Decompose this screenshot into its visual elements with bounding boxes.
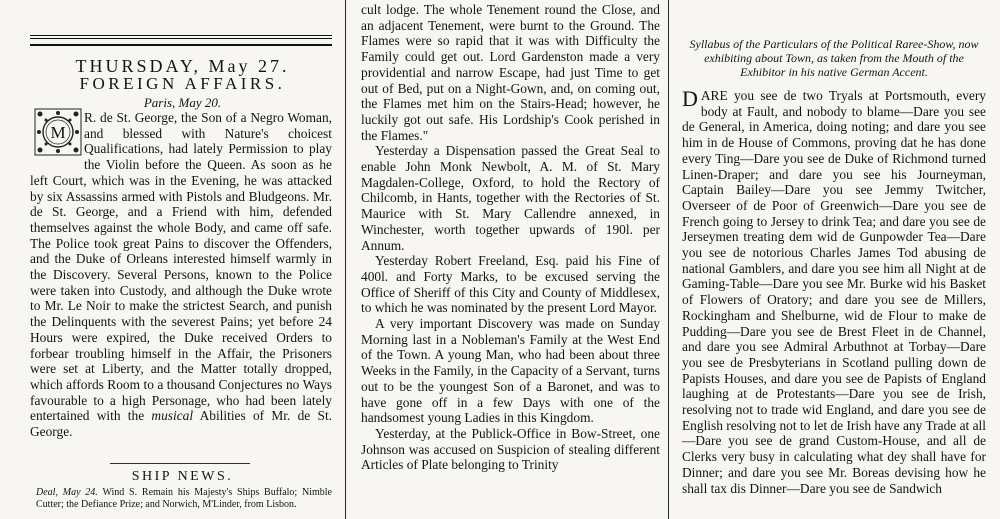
place-date: Paris, May 20. [143, 95, 222, 110]
ship-news-lead: Deal, May 24. [36, 487, 98, 498]
article-bow-street: Yesterday, at the Publick-Office in Bow-Street, one Johnson was accused on Suspicion of stealing different Articles of Plate belonging to Trinity [361, 425, 660, 473]
ship-news-body: Wind S. Remain his Majesty's Ships Buffalo; Nimble Cutter; the Defiance Prize; and Norwich, M'Linder, from Lisbon. [36, 487, 332, 510]
article-sheriff-fine: Yesterday Robert Freeland, Esq. paid his Fine of 400l. and Forty Marks, to be excused serving the Office of Sheriff of this City and County of Middlesex, to which he was nominated by the present Lord Mayor. [361, 253, 660, 316]
column-2 [357, 0, 660, 519]
article-paris-text: R. de St. George, the Son of a Negro Woman, and blessed with Nature's choicest Qualifications, had lately Permission to play the Violin before the Queen. As soon as he left Court, which was in the Evening, he was attacked by six Assassins armed with Pistols and Bludgeons. Mr. de St. George, and a Friend with him, defended themselves against the whole Body, and came off safe. The Police took great Pains to discover the Offenders, and the Duke of Orleans interested himself warmly in the Discovery. Several Persons, known to the Police were taken into Custody, and although the Duke wrote to Mr. Le Noir to make the strictest Search, and punish the Delinquents with the severest Pains; yet before 24 Hours were expired, the Duke received Orders to forbear troubling himself in the Affair, the Prisoners were set at Liberty, and the Matter totally dropped, which affords Room to a thousand Conjectures no Ways favourable to a high Personage, who had been lately entertained with the [30, 110, 332, 424]
dateline: THURSDAY, May 27. [75, 56, 290, 76]
article-dispensation: Yesterday a Dispensation passed the Great Seal to enable John Monk Newbolt, A. M. of St. Mary Magdalen-College, Oxford, to hold the Rectory of Chilcomb, in Hants, together with the Rectories of St. Maurice with St. Mary Callendre annexed, in Winchester, worth together upwards of 190l. per Annum. [361, 143, 660, 253]
ship-news-text [36, 487, 332, 511]
article-discovery: A very important Discovery was made on Sunday Morning last in a Nobleman's Family at the West End of the Town. A young Man, who had been about three Weeks in the Family, in the Capacity of a Servant, turns out to be the youngest Son of a Baronet, and was to have gone off in a few Days with one of the handsomest young Ladies in this Kingdom. [361, 316, 660, 426]
column-rule-1 [345, 0, 346, 519]
syllabus-title: Syllabus of the Particulars of the Political Raree-Show, now exhibiting about Town, as taken from the Mouth of the Exhibitor in his native German Accent. [689, 37, 979, 79]
article-paris-italic: musical [151, 408, 194, 424]
column-3 [678, 0, 988, 519]
section-divider [110, 463, 250, 464]
header-double-rule [30, 35, 332, 39]
raree-show-article [682, 88, 986, 496]
ship-news-heading: SHIP NEWS. [131, 469, 234, 484]
column-rule-2 [668, 0, 669, 519]
section-heading: FOREIGN AFFAIRS. [79, 74, 286, 93]
article-paris-end: Abilities of Mr. de St. George. [30, 408, 333, 440]
raree-show-text: ARE you see de two Tryals at Portsmouth, every body at Fault, and nobody to blame—Dare you see de General, in America, doing noting; and dare you see him in de House of Commons, proving dat he has done every Ting—Dare you see de Duke of Richmond turned Linen-Draper; and dare you see his Journeyman, Captain Bailey—Dare you see Jemmy Twitcher, Overseer of de Poor of Greenwich—Dare you see de French going to Jersey to drink Tea; and dare you see de Jerseymen treating dem wid de Gunpowder Tea—Dare you see de notorious Charles James Tod abusing de national Gamblers, and dare you see him all Night at de Gaming-Table—Dare you see Mr. Burke wid his Basket of Flowers of Oratory; and dare you see de Millers, Rockingham and Shelburne, wid de Flour to make de Pudding—Dare you see de Brest Fleet in de Channel, and dare you see Admiral Arbuthnot at Torbay—Dare you see de Presbyterians in Scotland pulling down de Papists Houses, and dare you see de Papists of England laughing at de Protestants—Dare you see de Irish, resolving not to trade wid England, and dare you see de English resolving not to let de Irish have any Trade at all—Dare you see de grand Custom-House, and all de Clerks very busy in calculating what dey shall have for Dinner; and dare you see Mr. Boreas devising how he shall tax dis Dinner—Dare you see de Sandwich [682, 88, 986, 496]
initial-letter: M [50, 123, 66, 142]
drop-cap: D [682, 86, 699, 111]
article-paris [30, 110, 332, 440]
article-fire: cult lodge. The whole Tenement round the Close, and an adjacent Tenement, were burnt to the Ground. The Flames were so rapid that it was with Difficulty the Family could get out. Lord Gardenston made a very providential and narrow Escape, had just Time to get out of Bed, put on a Night-Gown, and, on coming out, the Flames met him on the Stairs-Head; however, he luckily got out safe. His Lordship's Cook perished in the Flames." [361, 2, 660, 143]
header-rule [30, 44, 332, 46]
